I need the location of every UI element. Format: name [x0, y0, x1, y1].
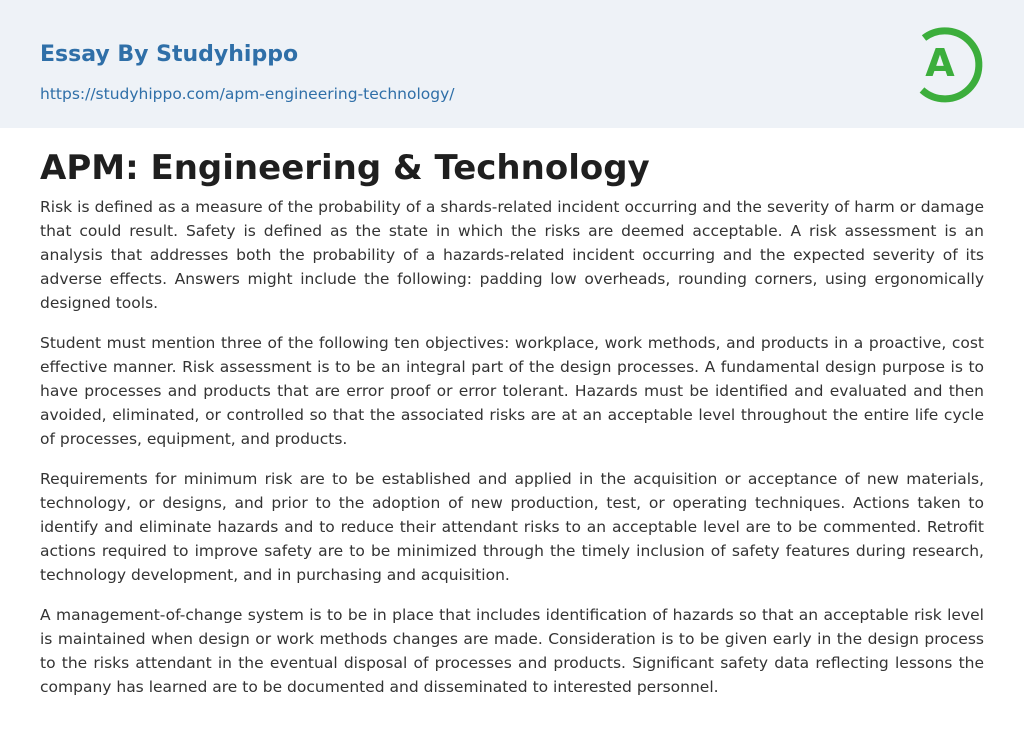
article-paragraph-2: Student must mention three of the following ten objectives: workplace, work methods, and products in a proactive, cost effective manner. Risk assessment is to be an integral part of the design processes. A fundamental design purpose is to have processes and products that are error proof or error tolerant. Hazards must be identified and evaluated and then avoided, eliminated, or controlled so that the associated risks are at an acceptable level throughout the entire life cycle of processes, equipment, and products.: [40, 334, 984, 448]
brand-title[interactable]: Essay By Studyhippo: [40, 42, 299, 67]
article: [40, 128, 984, 715]
studyhippo-logo-icon[interactable]: [912, 20, 986, 104]
article-paragraph-4: A management-of-change system is to be in place that includes identification of hazards so that an acceptable risk level is maintained when design or work methods changes are made. Consideration is to be given early in the design process to the risks attendant in the eventual disposal of processes and products. Significant safety data reflecting lessons the company has learned are to be documented and disseminated to interested personnel.: [40, 606, 984, 696]
article-paragraph-3: Requirements for minimum risk are to be established and applied in the acquisition or acceptance of new materials, technology, or designs, and prior to the adoption of new production, test, or operating techniques. Actions taken to identify and eliminate hazards and to reduce their attendant risks to an acceptable level are to be commented. Retrofit actions required to improve safety are to be minimized through the timely inclusion of safety features during research, technology development, and in purchasing and acquisition.: [40, 470, 984, 584]
source-url-link[interactable]: https://studyhippo.com/apm-engineering-technology/: [40, 85, 455, 103]
page-header: [0, 0, 1024, 128]
article-title: APM: Engineering & Technology: [40, 148, 650, 188]
article-paragraph-1: Risk is defined as a measure of the probability of a shards-related incident occurring and the severity of harm or damage that could result. Safety is defined as the state in which the risks are deemed acceptable. A risk assessment is an analysis that addresses both the probability of a hazards-related incident occurring and the expected severity of its adverse effects. Answers might include the following: padding low overheads, rounding corners, using ergonomically designed tools.: [40, 198, 984, 312]
logo-letter: A: [925, 41, 955, 85]
